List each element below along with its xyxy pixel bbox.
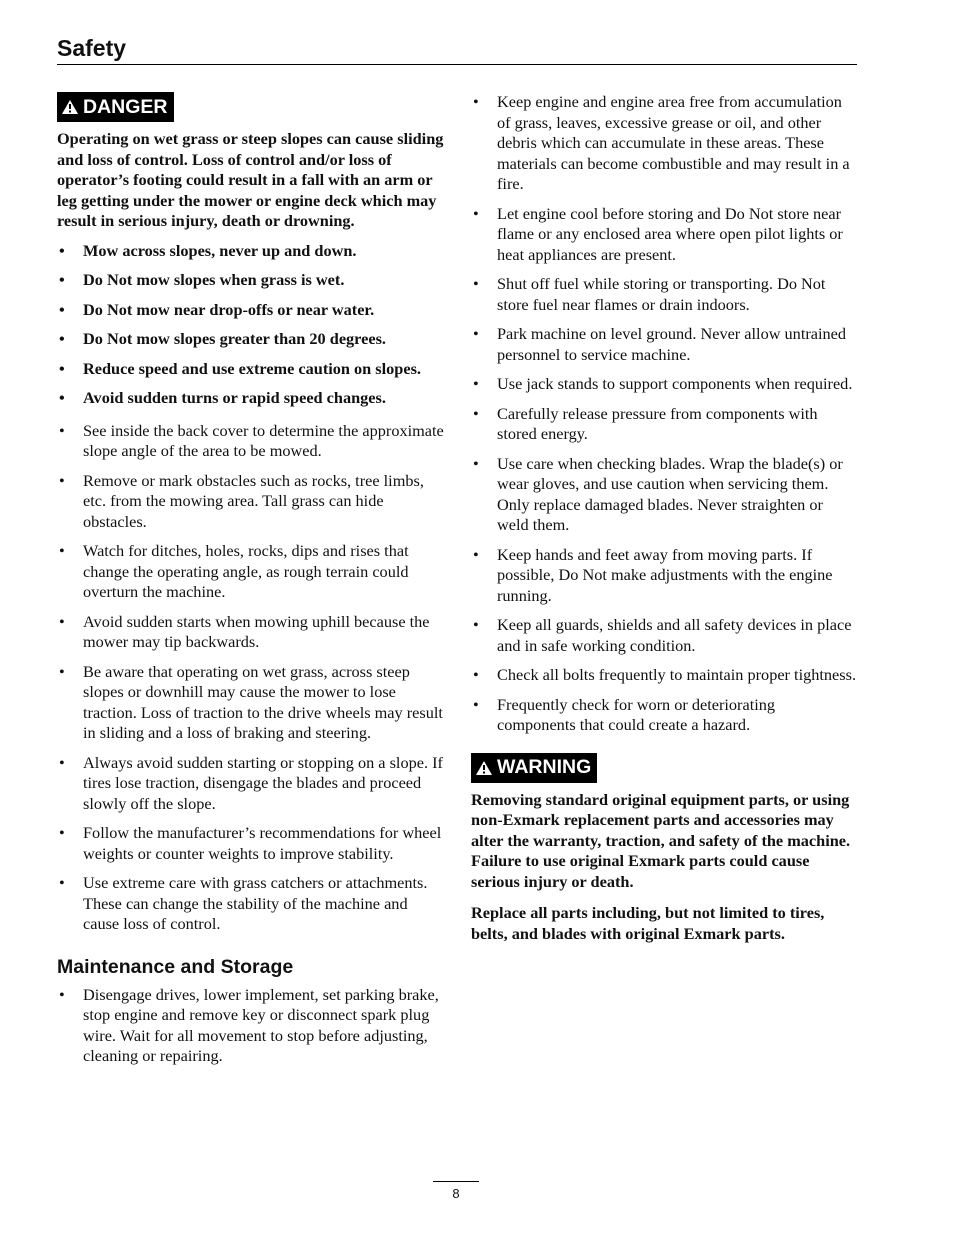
list-item: • Use care when checking blades. Wrap the blade(s) or wear gloves, and use caution when servicing them. Only replace damaged blades. Never straighten or weld them. xyxy=(473,453,843,534)
warning-text-2: Replace all parts including, but not limited to tires, belts, and blades with original Exmark parts. xyxy=(471,903,825,943)
list-item: • Disengage drives, lower implement, set parking brake, stop engine and remove key or disconnect spark plug wire. Wait for all movement to stop before adjusting, cleaning or repairing. xyxy=(59,984,439,1065)
list-item: • Avoid sudden starts when mowing uphill because the mower may tip backwards. xyxy=(59,611,430,651)
list-item: • Do Not mow near drop-offs or near water. xyxy=(59,299,375,319)
left-column xyxy=(57,92,444,1067)
list-item: • Mow across slopes, never up and down. xyxy=(59,240,357,260)
warning-triangle-icon xyxy=(62,100,78,114)
slope-list xyxy=(57,421,444,935)
right-column xyxy=(471,92,857,944)
danger-list xyxy=(57,241,444,409)
list-item: • Park machine on level ground. Never allow untrained personnel to service machine. xyxy=(473,324,847,364)
danger-label: DANGER xyxy=(83,95,168,118)
warning-label: WARNING xyxy=(497,756,592,779)
list-item: • Let engine cool before storing and Do Not store near flame or any enclosed area where open pilot lights or heat appliances are present. xyxy=(473,203,843,264)
maintenance-list-left xyxy=(57,985,444,1067)
list-item: • Use jack stands to support components when required. xyxy=(473,374,853,393)
list-item: • Watch for ditches, holes, rocks, dips and rises that change the operating angle, as rough terrain could overturn the machine. xyxy=(59,541,409,601)
maintenance-heading: Maintenance and Storage xyxy=(57,955,294,978)
danger-badge xyxy=(57,92,174,122)
list-item: • Shut off fuel while storing or transporting. Do Not store fuel near flames or drain indoors. xyxy=(473,274,826,314)
list-item: • Avoid sudden turns or rapid speed changes. xyxy=(59,388,386,407)
page-number-rule xyxy=(433,1181,479,1182)
danger-text: Operating on wet grass or steep slopes can cause sliding and loss of control. Loss of control and/or loss of operator’s footing could result in a fall with an arm or leg getting under the mower or engine deck which may result in serious injury, death or drowning. xyxy=(57,129,444,230)
warning-badge xyxy=(471,753,597,783)
warning-text: Removing standard original equipment parts, or using non-Exmark replacement parts and accessories may alter the warranty, traction, and safety of the machine. Failure to use original Exmark parts could cause serious injury or death. xyxy=(471,789,851,891)
maintenance-list-right xyxy=(471,92,857,736)
list-item: • Be aware that operating on wet grass, across steep slopes or downhill may cause the mower to lose traction. Loss of traction to the drive wheels may result in sliding and a loss of braking and steering. xyxy=(59,661,443,742)
list-item: • Remove or mark obstacles such as rocks, tree limbs, etc. from the mowing area. Tall grass can hide obstacles. xyxy=(59,470,424,531)
list-item: • Always avoid sudden starting or stopping on a slope. If tires lose traction, disengage the blades and proceed slowly off the slope. xyxy=(59,752,443,813)
list-item: • Carefully release pressure from components with stored energy. xyxy=(473,403,818,443)
warning-triangle-icon xyxy=(476,761,492,775)
list-item: • Keep engine and engine area free from accumulation of grass, leaves, excessive grease or oil, and other debris which can accumulate in these areas. These materials can become combustible and may result in a fire. xyxy=(473,92,850,193)
page-number: 8 xyxy=(452,1186,460,1201)
page-header-title: Safety xyxy=(57,35,127,61)
list-item: • Check all bolts frequently to maintain proper tightness. xyxy=(473,665,857,684)
list-item: • Do Not mow slopes greater than 20 degrees. xyxy=(59,329,386,348)
list-item: • Keep hands and feet away from moving parts. If possible, Do Not make adjustments with the engine running. xyxy=(473,544,833,605)
list-item: • Do Not mow slopes when grass is wet. xyxy=(59,270,345,289)
list-item: • Keep all guards, shields and all safety devices in place and in safe working condition. xyxy=(473,615,852,655)
list-item: • Follow the manufacturer’s recommendations for wheel weights or counter weights to improve stability. xyxy=(59,823,442,863)
list-item: • Use extreme care with grass catchers or attachments. These can change the stability of the machine and cause loss of control. xyxy=(59,873,428,933)
list-item: • Reduce speed and use extreme caution on slopes. xyxy=(59,358,421,378)
list-item: • Frequently check for worn or deteriorating components that could create a hazard. xyxy=(473,694,776,734)
header-rule xyxy=(57,64,857,65)
list-item: • See inside the back cover to determine the approximate slope angle of the area to be mowed. xyxy=(59,420,444,460)
